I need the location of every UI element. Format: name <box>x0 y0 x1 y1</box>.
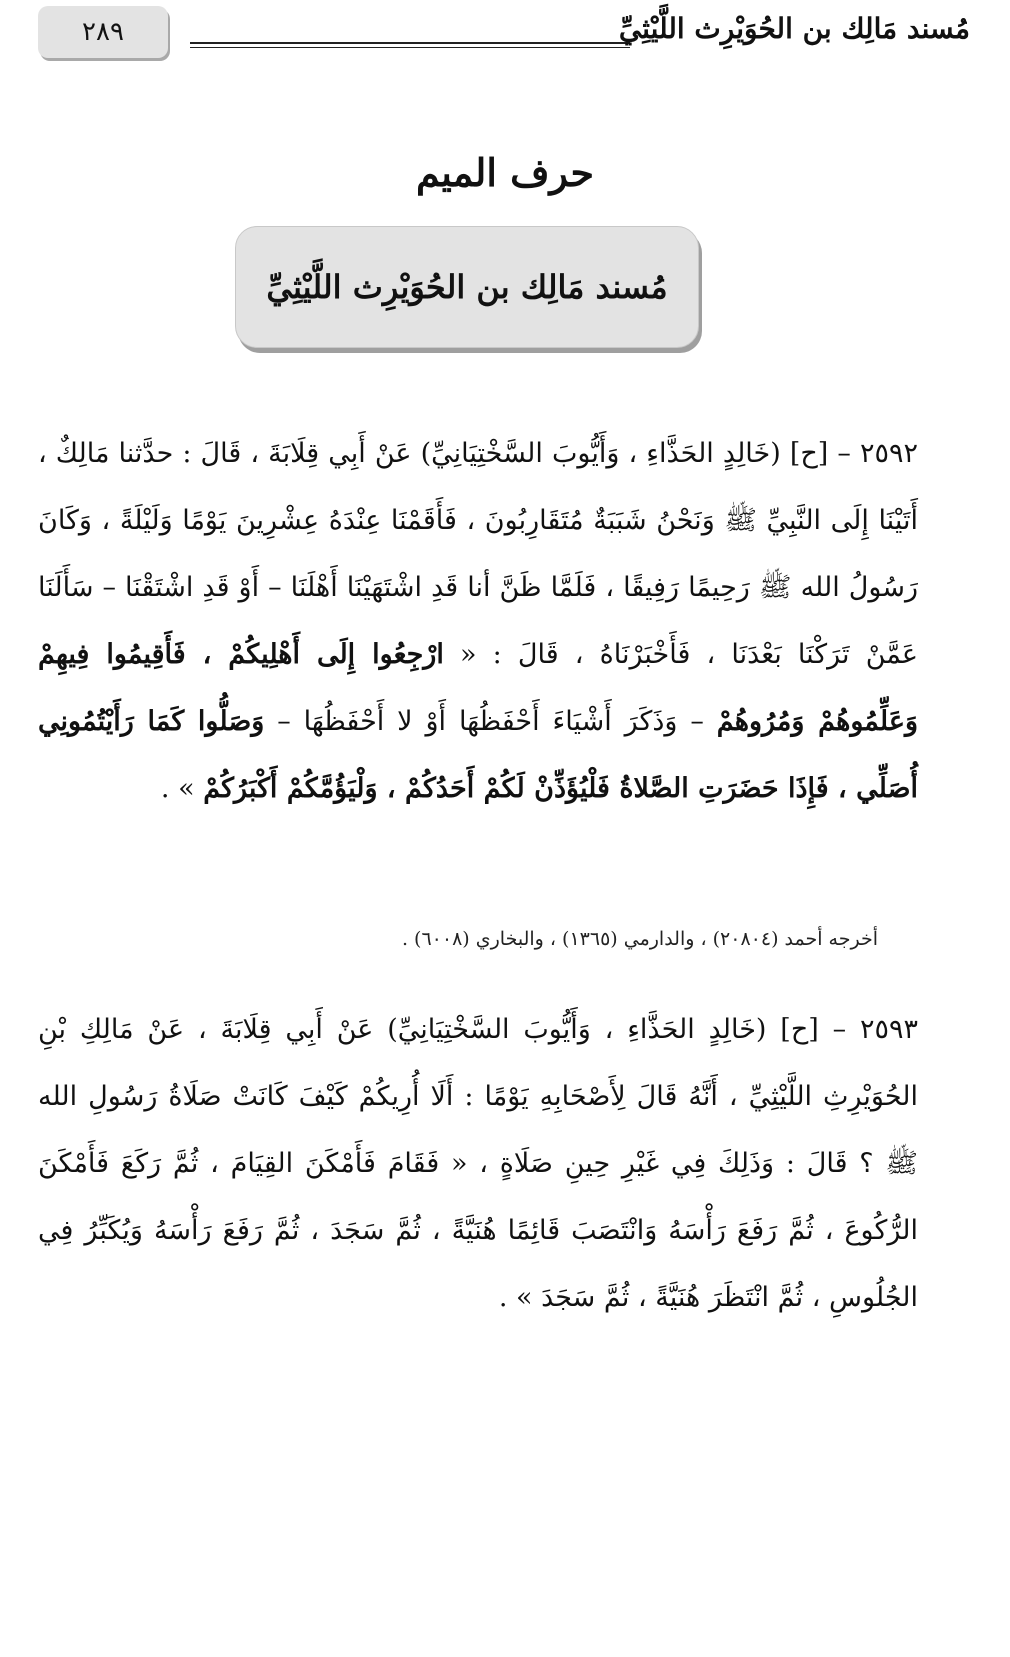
hadith-quote-end: » . <box>160 773 204 804</box>
musnad-title: مُسند مَالِك بن الحُوَيْرِث اللَّيْثِيِّ <box>266 268 668 306</box>
takhrij-note: أخرجه أحمد (٢٠٨٠٤) ، والدارمي (١٣٦٥) ، والبخاري (٦٠٠٨) . <box>401 928 878 950</box>
running-title: مُسند مَالِك بن الحُوَيْرِث اللَّيْثِيِّ <box>618 12 970 45</box>
hadith-quote-bold: ارْجِعُوا إِلَى أَهْلِيكُمْ ، فَأَقِيمُوا فِيهِمْ وَعَلِّمُوهُمْ وَمُرُوهُمْ <box>38 639 918 737</box>
musnad-title-box <box>235 226 699 348</box>
chapter-title: حرف الميم <box>416 150 594 195</box>
hadith-2593 <box>38 996 918 1331</box>
running-header <box>38 6 970 62</box>
page-number: ٢٨٩ <box>82 17 124 47</box>
hadith-2592 <box>38 420 918 822</box>
hadith-quote-bold-continued: وَصَلُّوا كَمَا رَأَيْتُمُونِي أُصَلِّي ، فَإِذَا حَضَرَتِ الصَّلاةُ فَلْيُؤَذِّنْ لَكُمْ أَحَدُكُمْ ، وَلْيَؤُمَّكُمْ أَكْبَرُكُمْ <box>38 706 918 804</box>
header-rule <box>190 42 630 48</box>
hadith-number: ٢٥٩٣ – <box>818 1014 919 1045</box>
hadith-text: [ح] (خَالِدٍ الحَذَّاءِ ، وَأَيُّوبَ السَّخْتِيَانِيِّ) عَنْ أَبِي قِلَابَةَ ، عَنْ مَالِكِ بْنِ الحُوَيْرِثِ اللَّيْثِيِّ ، أَنَّهُ قَالَ لِأَصْحَابِهِ يَوْمًا : أَلَا أُرِيكُمْ كَيْفَ كَانَتْ صَلَاةُ رَسُولِ الله ﷺ ؟ قَالَ : وَذَلِكَ فِي غَيْرِ حِينِ صَلَاةٍ ، « فَقَامَ فَأَمْكَنَ القِيَامَ ، ثُمَّ رَكَعَ فَأَمْكَنَ الرُّكُوعَ ، ثُمَّ رَفَعَ رَأْسَهُ وَانْتَصَبَ قَائِمًا هُنَيَّةً ، ثُمَّ سَجَدَ ، ثُمَّ رَفَعَ رَأْسَهُ وَيُكَبِّرُ فِي الجُلُوسِ ، ثُمَّ انْتَظَرَ هُنَيَّةً ، ثُمَّ سَجَدَ » . <box>38 1014 918 1313</box>
hadith-text: [ح] (خَالِدٍ الحَذَّاءِ ، وَأَيُّوبَ السَّخْتِيَانِيِّ) عَنْ أَبِي قِلَابَةَ ، قَالَ : حدَّثنا مَالِكٌ ، أَتَيْنَا إِلَى النَّبِيِّ ﷺ وَنَحْنُ شَبَبَةٌ مُتَقَارِبُونَ ، فَأَقَمْنَا عِنْدَهُ عِشْرِينَ يَوْمًا وَلَيْلَةً ، وَكَانَ رَسُولُ الله ﷺ رَحِيمًا رَفِيقًا ، فَلَمَّا ظَنَّ أنا قَدِ اشْتَهَيْنَا أَهْلَنَا – أَوْ قَدِ اشْتَقْنَا – سَأَلَنَا عَمَّنْ تَرَكْنَا بَعْدَنَا ، فَأَخْبَرْنَاهُ ، قَالَ : « <box>38 438 918 670</box>
page-number-badge <box>38 6 168 58</box>
hadith-parenthetical: – وَذَكَرَ أَشْيَاءَ أَحْفَظُهَا أَوْ لا أَحْفَظُهَا – <box>264 706 717 737</box>
hadith-number: ٢٥٩٢ – <box>828 438 919 469</box>
